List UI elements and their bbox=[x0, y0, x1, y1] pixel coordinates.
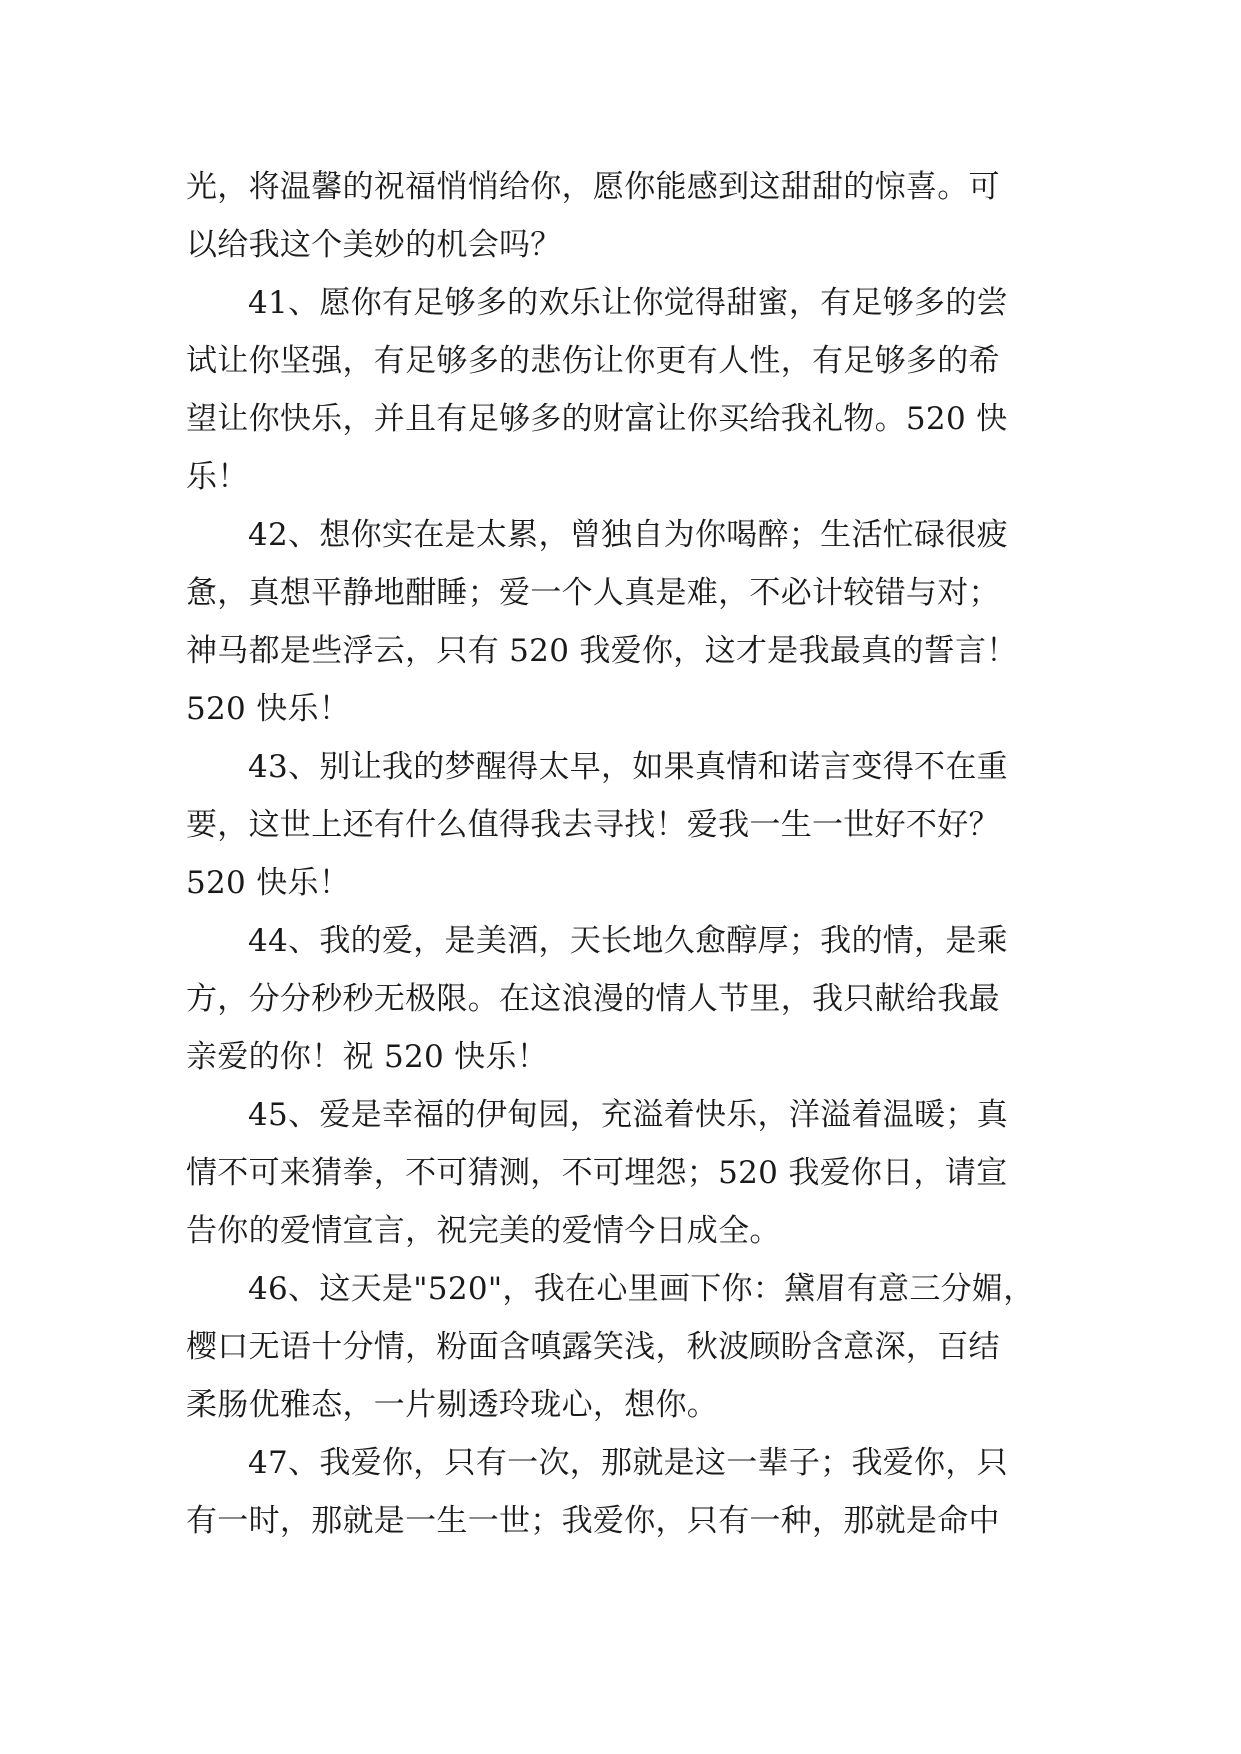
paragraph-45-start: 45、爱是幸福的伊甸园，充溢着快乐，洋溢着温暖；真 bbox=[248, 1097, 1008, 1133]
text-line: 光，将温馨的祝福悄悄给你，愿你能感到这甜甜的惊喜。可 bbox=[186, 169, 1000, 205]
text-line: 樱口无语十分情，粉面含嗔露笑浅，秋波顾盼含意深，百结 bbox=[186, 1329, 1000, 1365]
text-line: 柔肠优雅态，一片剔透玲珑心，想你。 bbox=[186, 1387, 719, 1423]
paragraph-42-start: 42、想你实在是太累，曾独自为你喝醉；生活忙碌很疲 bbox=[248, 517, 1008, 553]
text-line: 520 快乐！ bbox=[186, 691, 351, 727]
paragraph-47-start: 47、我爱你，只有一次，那就是这一辈子；我爱你，只 bbox=[248, 1445, 1008, 1481]
text-line: 亲爱的你！祝 520 快乐！ bbox=[186, 1039, 549, 1075]
text-line: 神马都是些浮云，只有 520 我爱你，这才是我最真的誓言！ bbox=[186, 633, 1018, 669]
text-line: 有一时，那就是一生一世；我爱你，只有一种，那就是命中 bbox=[186, 1503, 1000, 1539]
paragraph-46-start: 46、这天是"520"，我在心里画下你：黛眉有意三分媚， bbox=[248, 1271, 1035, 1307]
document-body bbox=[186, 158, 1056, 1550]
text-line: 要，这世上还有什么值得我去寻找！爱我一生一世好不好？ bbox=[186, 807, 1000, 843]
text-line: 望让你快乐，并且有足够多的财富让你买给我礼物。520 快 bbox=[186, 401, 1008, 437]
text-line: 520 快乐！ bbox=[186, 865, 351, 901]
paragraph-41-start: 41、愿你有足够多的欢乐让你觉得甜蜜，有足够多的尝 bbox=[248, 285, 1008, 321]
text-line: 方，分分秒秒无极限。在这浪漫的情人节里，我只献给我最 bbox=[186, 981, 1000, 1017]
text-line: 试让你坚强，有足够多的悲伤让你更有人性，有足够多的希 bbox=[186, 343, 1000, 379]
text-line: 惫，真想平静地酣睡；爱一个人真是难，不必计较错与对； bbox=[186, 575, 1000, 611]
paragraph-43-start: 43、别让我的梦醒得太早，如果真情和诺言变得不在重 bbox=[248, 749, 1008, 785]
text-line: 情不可来猜拳，不可猜测，不可埋怨；520 我爱你日，请宣 bbox=[186, 1155, 1008, 1191]
text-line: 以给我这个美妙的机会吗？ bbox=[186, 227, 562, 263]
paragraph-44-start: 44、我的爱，是美酒，天长地久愈醇厚；我的情，是乘 bbox=[248, 923, 1008, 959]
text-line: 告你的爱情宣言，祝完美的爱情今日成全。 bbox=[186, 1213, 781, 1249]
text-line: 乐！ bbox=[186, 459, 249, 495]
